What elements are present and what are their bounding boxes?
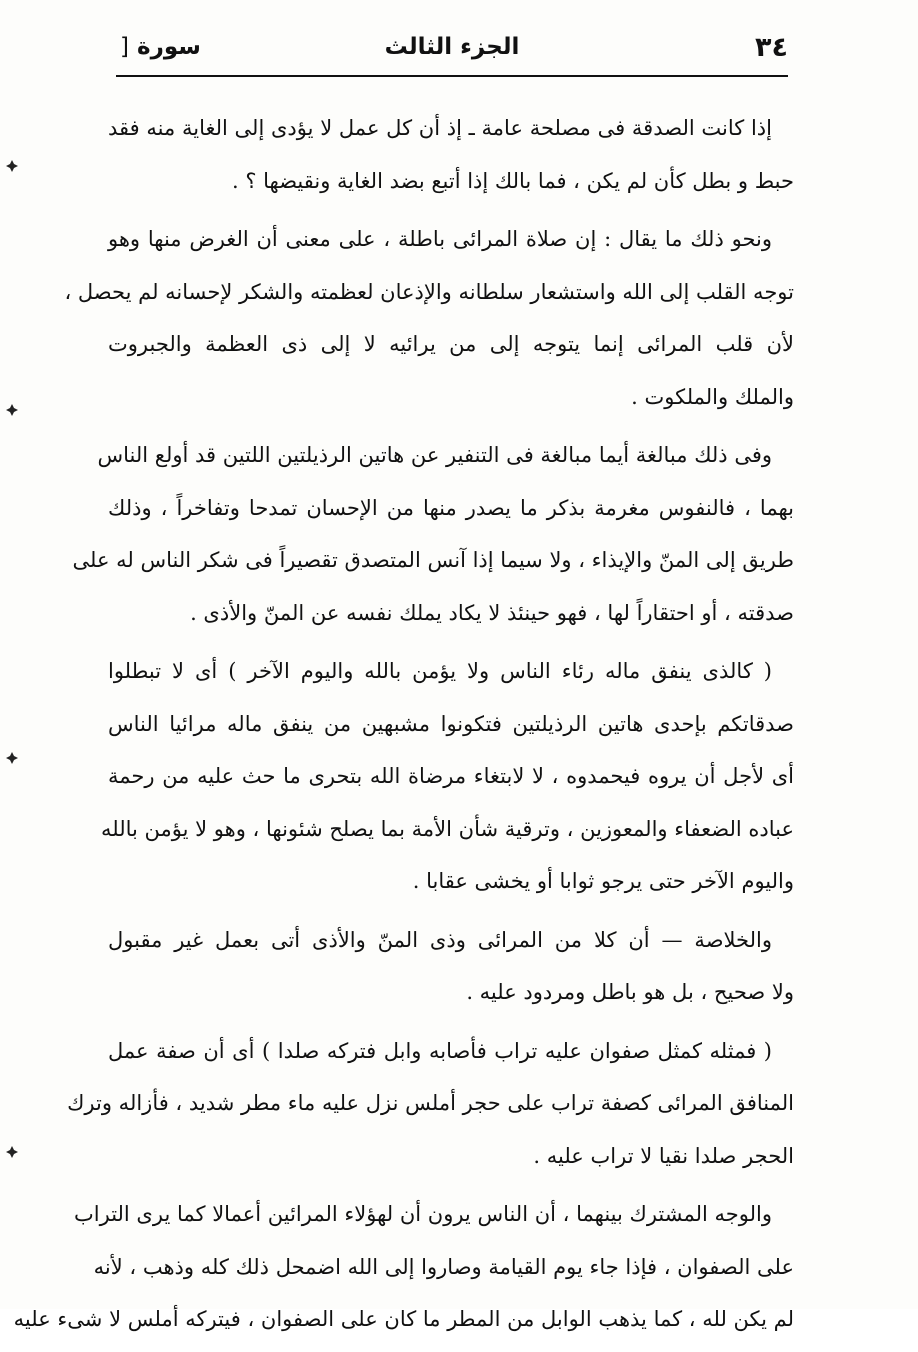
text-line: والملك والملكوت . bbox=[631, 384, 794, 409]
text-line: على الصفوان ، فإذا جاء يوم القيامة وصاروا إلى الله اضمحل ذلك كله وذهب ، لأنه bbox=[93, 1254, 794, 1279]
ink-speck-icon bbox=[6, 160, 18, 172]
text-line: أى لأجل أن يروه فيحمدوه ، لا لابتغاء مرضاة الله بتحرى ما حث عليه من رحمة bbox=[108, 764, 794, 788]
text-line: بهما ، فالنفوس مغرمة بذكر ما يصدر منها من الإحسان تمدحا وتفاخراً ، وذلك bbox=[108, 495, 794, 520]
text-line: صدقاتكم بإحدى هاتين الرذيلتين فتكونوا مشبهين من ينفق ماله مرائيا الناس bbox=[108, 711, 794, 736]
text-line: حبط و بطل كأن لم يكن ، فما بالك إذا أتبع بضد الغاية ونقيضها ؟ . bbox=[231, 168, 794, 193]
ink-speck-icon bbox=[6, 752, 18, 764]
paragraph bbox=[64, 213, 794, 423]
paragraph bbox=[108, 914, 794, 1019]
text-line: إذا كانت الصدقة فى مصلحة عامة ـ إذ أن كل عمل لا يؤدى إلى الغاية منه فقد bbox=[108, 116, 772, 140]
text-line: واليوم الآخر حتى يرجو ثوابا أو يخشى عقابا . bbox=[412, 869, 794, 893]
text-line: لأن قلب المرائى إنما يتوجه إلى من يرائيه لا إلى ذى العظمة والجبروت bbox=[108, 332, 794, 356]
text-line: توجه القلب إلى الله واستشعار سلطانه والإذعان لعظمته والشكر لإحسانه لم يحصل ، bbox=[64, 279, 794, 304]
paragraph bbox=[13, 1188, 794, 1346]
running-title: الجزء الثالث bbox=[384, 34, 520, 60]
text-line: والخلاصة — أن كلا من المرائى وذى المنّ والأذى أتى بعمل غير مقبول bbox=[108, 927, 772, 952]
text-line: طريق إلى المنّ والإيذاء ، ولا سيما إذا آنس المتصدق تقصيراً فى شكر الناس له على bbox=[72, 548, 794, 572]
ink-speck-icon bbox=[6, 1146, 18, 1158]
paragraph bbox=[72, 429, 794, 639]
text-line: ( فمثله كمثل صفوان عليه تراب فأصابه وابل فتركه صلدا ) أى أن صفة عمل bbox=[108, 1038, 772, 1063]
text-line: وفى ذلك مبالغة أيما مبالغة فى التنفير عن هاتين الرذيلتين اللتين قد أولع الناس bbox=[97, 443, 772, 467]
paragraph bbox=[108, 102, 794, 207]
ink-speck-icon bbox=[6, 404, 18, 416]
text-line: ونحو ذلك ما يقال : إن صلاة المرائى باطلة ، على معنى أن الغرض منها وهو bbox=[108, 227, 772, 251]
paragraph bbox=[67, 1025, 794, 1183]
text-line: لم يكن لله ، كما يذهب الوابل من المطر ما كان على الصفوان ، فيتركه أملس لا شىء عليه bbox=[13, 1307, 794, 1331]
text-line: المنافق المرائى كصفة تراب على حجر أملس نزل عليه ماء مطر شديد ، فأزاله وترك bbox=[67, 1091, 794, 1115]
running-header bbox=[116, 28, 788, 74]
surah-label: سورة bbox=[137, 34, 201, 60]
text-line: الحجر صلدا نقيا لا تراب عليه . bbox=[533, 1143, 794, 1168]
text-line: والوجه المشترك بينهما ، أن الناس يرون أن لهؤلاء المرائين أعمالا كما يرى التراب bbox=[74, 1202, 772, 1226]
text-line: صدقته ، أو احتقاراً لها ، فهو حينئذ لا يكاد يملك نفسه عن المنّ والأذى . bbox=[190, 600, 794, 625]
paragraph bbox=[101, 645, 794, 908]
text-line: ولا صحيح ، بل هو باطل ومردود عليه . bbox=[466, 980, 794, 1004]
text-line: ( كالذى ينفق ماله رئاء الناس ولا يؤمن بالله واليوم الآخر ) أى لا تبطلوا bbox=[108, 659, 772, 683]
text-line: عباده الضعفاء والمعوزين ، وترقية شأن الأمة بما يصلح شئونها ، وهو لا يؤمن بالله bbox=[101, 816, 794, 841]
surah-label-box bbox=[116, 34, 207, 60]
surah-bracket: [ bbox=[120, 34, 129, 60]
header-rule bbox=[116, 75, 788, 77]
page-number: ٣٤ bbox=[755, 32, 788, 63]
body-text bbox=[13, 102, 794, 1352]
